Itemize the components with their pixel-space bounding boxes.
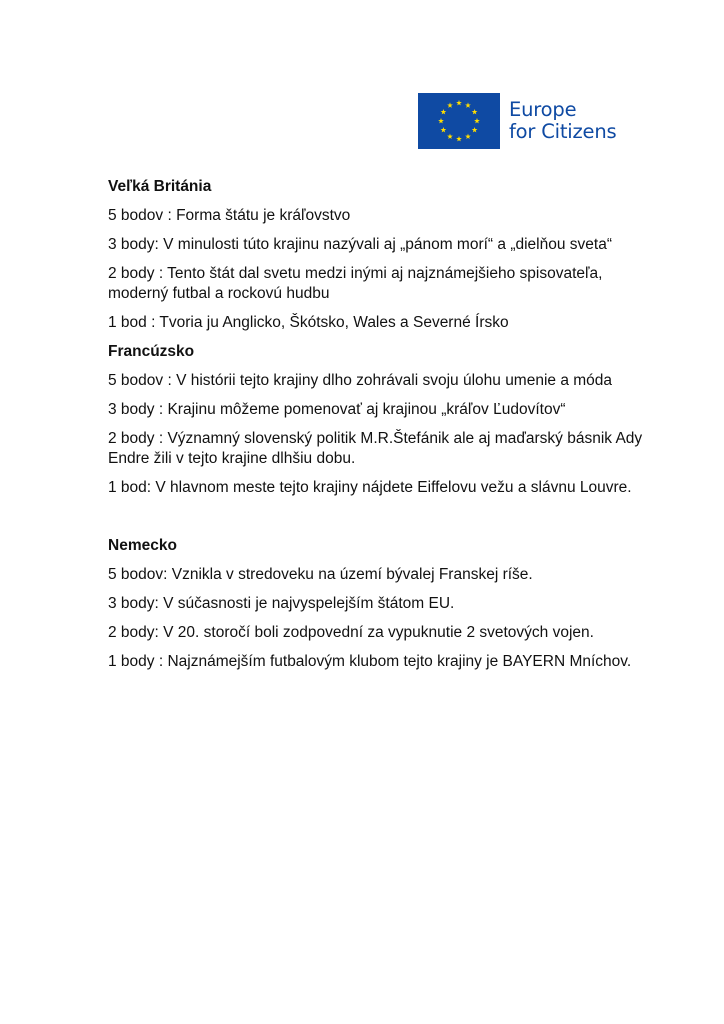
star-icon: [465, 102, 471, 107]
star-icon: [456, 100, 462, 105]
star-icon: [456, 136, 462, 141]
section-title: Nemecko: [108, 537, 177, 554]
star-icon: [474, 118, 480, 123]
star-icon: [447, 102, 453, 107]
clue-1-point: 1 body : Najznámejším futbalovým klubom tejto krajiny je BAYERN Mníchov.: [108, 653, 632, 670]
clue-1-point: 1 bod : Tvoria ju Anglicko, Škótsko, Wales a Severné Írsko: [108, 314, 509, 331]
section-title: Veľká Británia: [108, 178, 212, 195]
clue-3-points: 3 body : Krajinu môžeme pomenovať aj krajinou „kráľov Ľudovítov“: [108, 401, 566, 418]
clue-5-points: 5 bodov : V histórii tejto krajiny dlho zohrávali svoju úlohu umenie a móda: [108, 372, 613, 389]
clue-2-points: 2 body: V 20. storočí boli zodpovední za vypuknutie 2 svetových vojen.: [108, 624, 594, 641]
clue-5-points: 5 bodov : Forma štátu je kráľovstvo: [108, 207, 351, 224]
spacer: [108, 507, 648, 536]
clue-5-points: 5 bodov: Vznikla v stredoveku na území bývalej Franskej ríše.: [108, 566, 533, 583]
star-icon: [441, 127, 447, 132]
clue-2-points: 2 body : Významný slovenský politik M.R.Štefánik ale aj maďarský básnik Ady Endre žili v tejto krajine dlhšiu dobu.: [108, 430, 643, 467]
section-title: Francúzsko: [108, 343, 195, 360]
document-body: [108, 177, 648, 681]
star-icon: [465, 134, 471, 139]
section-francuzsko: [108, 342, 648, 498]
clue-3-points: 3 body: V súčasnosti je najvyspelejším štátom EU.: [108, 595, 455, 612]
section-velka-britania: [108, 177, 648, 333]
star-icon: [472, 127, 478, 132]
logo-line-1: Europe: [509, 98, 577, 121]
clue-2-points: 2 body : Tento štát dal svetu medzi inými aj najznámejšieho spisovateľa, moderný futbal a rockovú hudbu: [108, 265, 603, 302]
clue-3-points: 3 body: V minulosti túto krajinu nazývali aj „pánom morí“ a „dielňou sveta“: [108, 236, 612, 253]
eu-flag-icon: [418, 93, 500, 149]
logo-line-2: for Citizens: [509, 120, 617, 143]
clue-1-point: 1 bod: V hlavnom meste tejto krajiny nájdete Eiffelovu vežu a slávnu Louvre.: [108, 479, 632, 496]
star-icon: [438, 118, 444, 123]
star-icon: [441, 109, 447, 114]
europe-for-citizens-logo: [418, 93, 616, 149]
section-nemecko: [108, 536, 648, 672]
star-icon: [472, 109, 478, 114]
logo-text: [509, 99, 616, 143]
star-icon: [447, 134, 453, 139]
